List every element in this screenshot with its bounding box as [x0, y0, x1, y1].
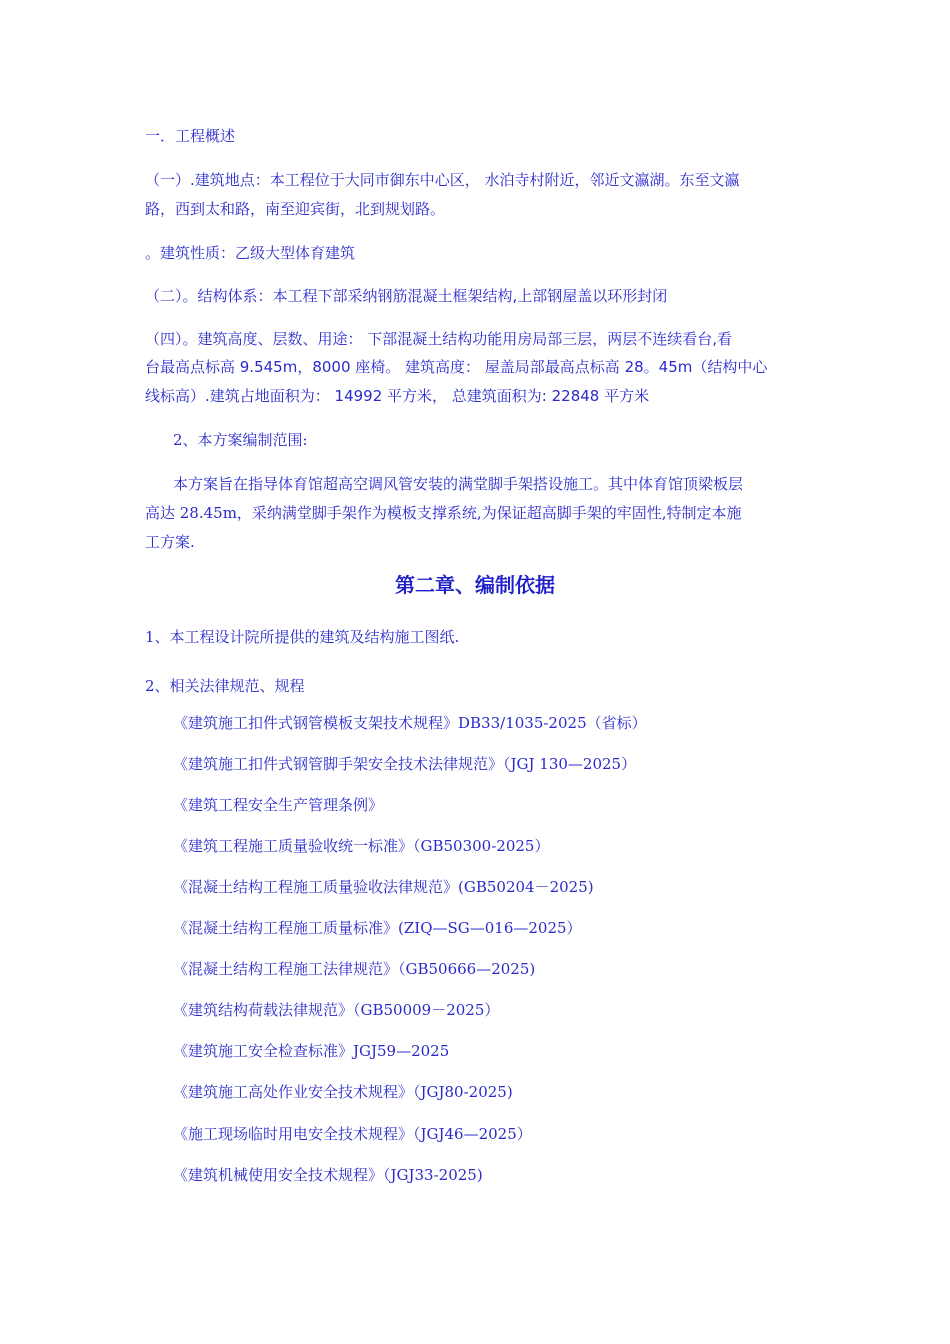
- basis-item-2: 2、相关法律规范、规程: [145, 677, 305, 695]
- chapter-2-title: 第二章、编制依据: [395, 573, 555, 597]
- basis-item-1: 1、本工程设计院所提供的建筑及结构施工图纸.: [145, 628, 460, 646]
- scope-title: 2、本方案编制范围:: [173, 431, 308, 449]
- reference-item: 《建筑施工扣件式钢管脚手架安全技术法律规范》（JGJ 130—2025）: [173, 755, 637, 773]
- reference-item: 《混凝土结构工程施工质量验收法律规范》(GB50204－2025): [173, 878, 594, 896]
- reference-item: 《建筑工程施工质量验收统一标准》（GB50300-2025）: [173, 837, 550, 855]
- height-line-1: （四）。建筑高度、层数、用途： 下部混凝土结构功能用房局部三层，两层不连续看台,看: [145, 330, 733, 348]
- height-line-3: 线标高）.建筑占地面积为： 14992 平方米， 总建筑面积为: 22848 平方米: [145, 387, 650, 405]
- reference-item: 《建筑施工扣件式钢管模板支架技术规程》DB33/1035-2025（省标）: [173, 714, 647, 732]
- reference-item: 《混凝土结构工程施工法律规范》（GB50666—2025): [173, 960, 536, 978]
- reference-item: 《建筑施工高处作业安全技术规程》（JGJ80-2025): [173, 1083, 513, 1101]
- reference-item: 《施工现场临时用电安全技术规程》（JGJ46—2025）: [173, 1125, 532, 1143]
- height-line-2: 台最高点标高 9.545m，8000 座椅。 建筑高度： 屋盖局部最高点标高 28。45m（结构中心: [145, 358, 768, 376]
- location-line-1: （一）.建筑地点：本工程位于大同市御东中心区， 水泊寺村附近，邻近文瀛湖。东至文瀛: [145, 171, 740, 189]
- scope-line-2: 高达 28.45m，采纳满堂脚手架作为模板支撑系统,为保证超高脚手架的牢固性,特制定本施: [145, 504, 742, 522]
- location-line-2: 路，西到太和路，南至迎宾街，北到规划路。: [145, 200, 446, 218]
- structure-system: （二）。结构体系：本工程下部采纳钢筋混凝土框架结构,上部钢屋盖以环形封闭: [145, 287, 668, 305]
- overview-title: 一．工程概述: [145, 127, 236, 145]
- reference-item: 《建筑结构荷载法律规范》（GB50009－2025）: [173, 1001, 500, 1019]
- reference-item: 《建筑施工安全检查标准》JGJ59—2025: [173, 1042, 450, 1060]
- building-nature: 。建筑性质：乙级大型体育建筑: [145, 244, 356, 262]
- reference-item: 《建筑工程安全生产管理条例》: [173, 796, 384, 814]
- scope-line-3: 工方案.: [145, 533, 195, 551]
- scope-line-1: 本方案旨在指导体育馆超高空调风管安装的满堂脚手架搭设施工。其中体育馆顶梁板层: [173, 475, 744, 493]
- reference-item: 《建筑机械使用安全技术规程》（JGJ33-2025): [173, 1166, 483, 1184]
- reference-item: 《混凝土结构工程施工质量标准》(ZIQ—SG—016—2025）: [173, 919, 582, 937]
